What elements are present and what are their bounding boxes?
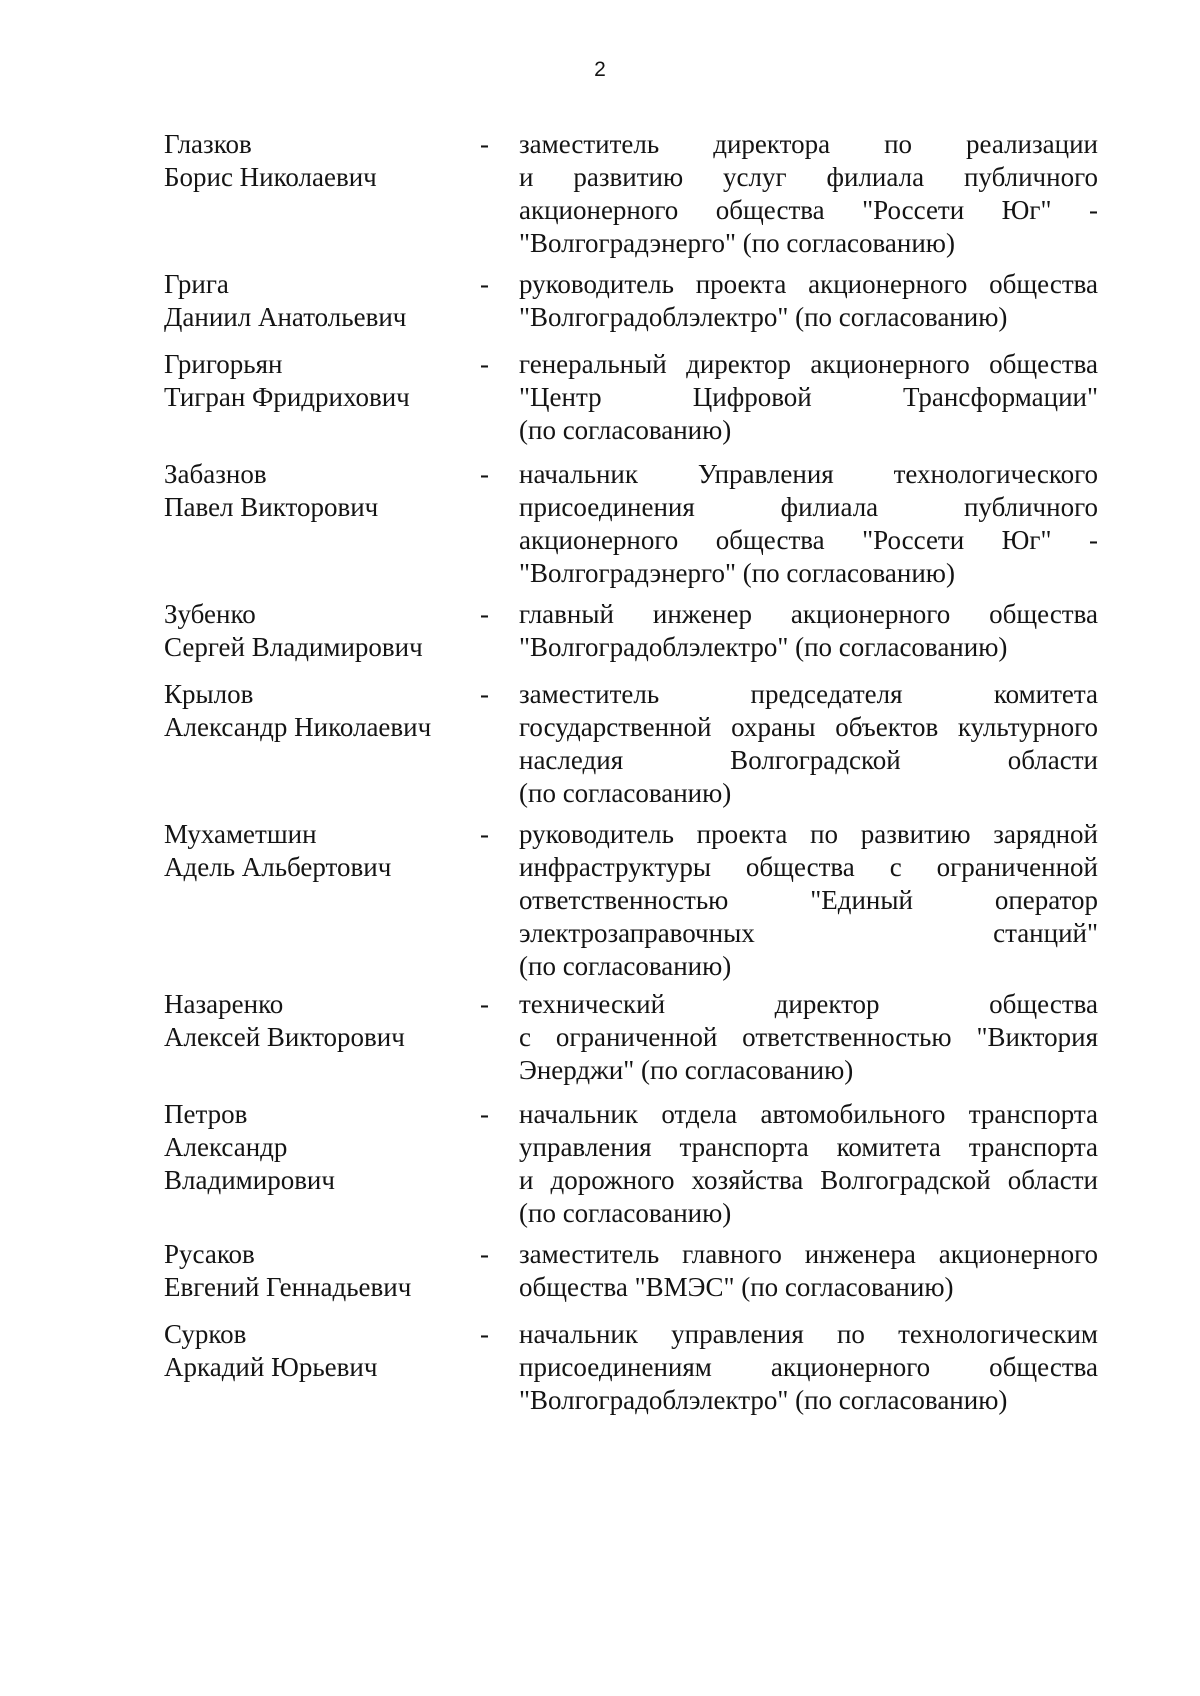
dash-separator: - <box>480 1099 489 1129</box>
dash-separator: - <box>480 989 489 1019</box>
member-position-line: заместитель председателя комитета <box>519 679 1098 709</box>
member-position-line: акционерного общества "Россети Юг" - <box>519 525 1098 555</box>
member-position-line: начальник отдела автомобильного транспорта <box>519 1099 1098 1129</box>
member-position-line: государственной охраны объектов культурного <box>519 712 1098 742</box>
member-position <box>519 268 1098 334</box>
member-position-line: акционерного общества "Россети Юг" - <box>519 195 1098 225</box>
member-position-line: "Волгоградоблэлектро" (по согласованию) <box>519 632 1008 662</box>
member-name-line: Павел Викторович <box>164 492 379 522</box>
member-name-line: Александр Николаевич <box>164 712 432 742</box>
dash-separator: - <box>480 459 489 489</box>
member-name <box>164 268 464 334</box>
member-position-line: руководитель проекта по развитию зарядной <box>519 819 1098 849</box>
member-name-line: Евгений Геннадьевич <box>164 1272 412 1302</box>
member-position <box>519 678 1098 810</box>
member-name-line: Борис Николаевич <box>164 162 377 192</box>
member-position-line: "Волгоградоблэлектро" (по согласованию) <box>519 302 1008 332</box>
dash-separator: - <box>480 1319 489 1349</box>
member-position-line: главный инженер акционерного общества <box>519 599 1098 629</box>
member-position-line: технический директор общества <box>519 989 1098 1019</box>
member-position-line: (по согласованию) <box>519 951 732 981</box>
member-name-line: Крылов <box>164 679 254 709</box>
member-position-line: присоединениям акционерного общества <box>519 1352 1098 1382</box>
member-name <box>164 1238 464 1304</box>
member-position-line: и развитию услуг филиала публичного <box>519 162 1098 192</box>
member-name-line: Сурков <box>164 1319 247 1349</box>
member-name-line: Грига <box>164 269 229 299</box>
member-position <box>519 348 1098 447</box>
member-position-line: ответственностью "Единый оператор <box>519 885 1098 915</box>
dash-separator: - <box>480 679 489 709</box>
member-position <box>519 1098 1098 1230</box>
dash-separator: - <box>480 1239 489 1269</box>
member-position-line: общества "ВМЭС" (по согласованию) <box>519 1272 954 1302</box>
member-position-line: "Волгоградэнерго" (по согласованию) <box>519 228 955 258</box>
member-name-line: Зубенко <box>164 599 256 629</box>
member-position-line: управления транспорта комитета транспорта <box>519 1132 1098 1162</box>
member-name-line: Тигран Фридрихович <box>164 382 410 412</box>
member-position-line: (по согласованию) <box>519 1198 732 1228</box>
dash-separator: - <box>480 129 489 159</box>
member-position-line: "Волгоградоблэлектро" (по согласованию) <box>519 1385 1008 1415</box>
member-name <box>164 818 464 884</box>
member-name-line: Сергей Владимирович <box>164 632 423 662</box>
member-position-line: "Волгоградэнерго" (по согласованию) <box>519 558 955 588</box>
member-position-line: инфраструктуры общества с ограниченной <box>519 852 1098 882</box>
member-name <box>164 1318 464 1384</box>
member-name-line: Назаренко <box>164 989 284 1019</box>
member-position <box>519 988 1098 1087</box>
member-name <box>164 128 464 194</box>
member-position-line: "Центр Цифровой Трансформации" <box>519 382 1098 412</box>
member-name-line: Алексей Викторович <box>164 1022 405 1052</box>
member-name-line: Глазков <box>164 129 252 159</box>
member-name <box>164 1098 464 1197</box>
dash-separator: - <box>480 819 489 849</box>
member-position-line: с ограниченной ответственностью "Виктория <box>519 1022 1098 1052</box>
member-position-line: генеральный директор акционерного общества <box>519 349 1098 379</box>
member-name-line: Григорьян <box>164 349 283 379</box>
member-position-line: (по согласованию) <box>519 415 732 445</box>
member-position-line: руководитель проекта акционерного общества <box>519 269 1098 299</box>
member-name-line: Петров <box>164 1099 248 1129</box>
member-position-line: начальник Управления технологического <box>519 459 1098 489</box>
member-name <box>164 348 464 414</box>
member-position-line: заместитель главного инженера акционерного <box>519 1239 1098 1269</box>
dash-separator: - <box>480 269 489 299</box>
member-position-line: начальник управления по технологическим <box>519 1319 1098 1349</box>
member-name-line: Владимирович <box>164 1165 335 1195</box>
member-position <box>519 1238 1098 1304</box>
member-position-line: (по согласованию) <box>519 778 732 808</box>
member-position-line: Энерджи" (по согласованию) <box>519 1055 854 1085</box>
member-position-line: присоединения филиала публичного <box>519 492 1098 522</box>
member-name <box>164 598 464 664</box>
member-position <box>519 818 1098 983</box>
member-name-line: Адель Альбертович <box>164 852 392 882</box>
member-name-line: Русаков <box>164 1239 255 1269</box>
member-name <box>164 458 464 524</box>
member-name-line: Александр <box>164 1132 288 1162</box>
member-position-line: электрозаправочных станций" <box>519 918 1098 948</box>
member-name-line: Мухаметшин <box>164 819 317 849</box>
member-position-line: и дорожного хозяйства Волгоградской области <box>519 1165 1098 1195</box>
member-position <box>519 128 1098 260</box>
member-position-line: заместитель директора по реализации <box>519 129 1098 159</box>
member-name <box>164 678 464 744</box>
member-name-line: Забазнов <box>164 459 267 489</box>
member-position <box>519 1318 1098 1417</box>
dash-separator: - <box>480 599 489 629</box>
member-position <box>519 598 1098 664</box>
dash-separator: - <box>480 349 489 379</box>
member-name-line: Аркадий Юрьевич <box>164 1352 378 1382</box>
member-name-line: Даниил Анатольевич <box>164 302 407 332</box>
member-position-line: наследия Волгоградской области <box>519 745 1098 775</box>
member-position <box>519 458 1098 590</box>
page-number: 2 <box>594 58 606 81</box>
member-name <box>164 988 464 1054</box>
